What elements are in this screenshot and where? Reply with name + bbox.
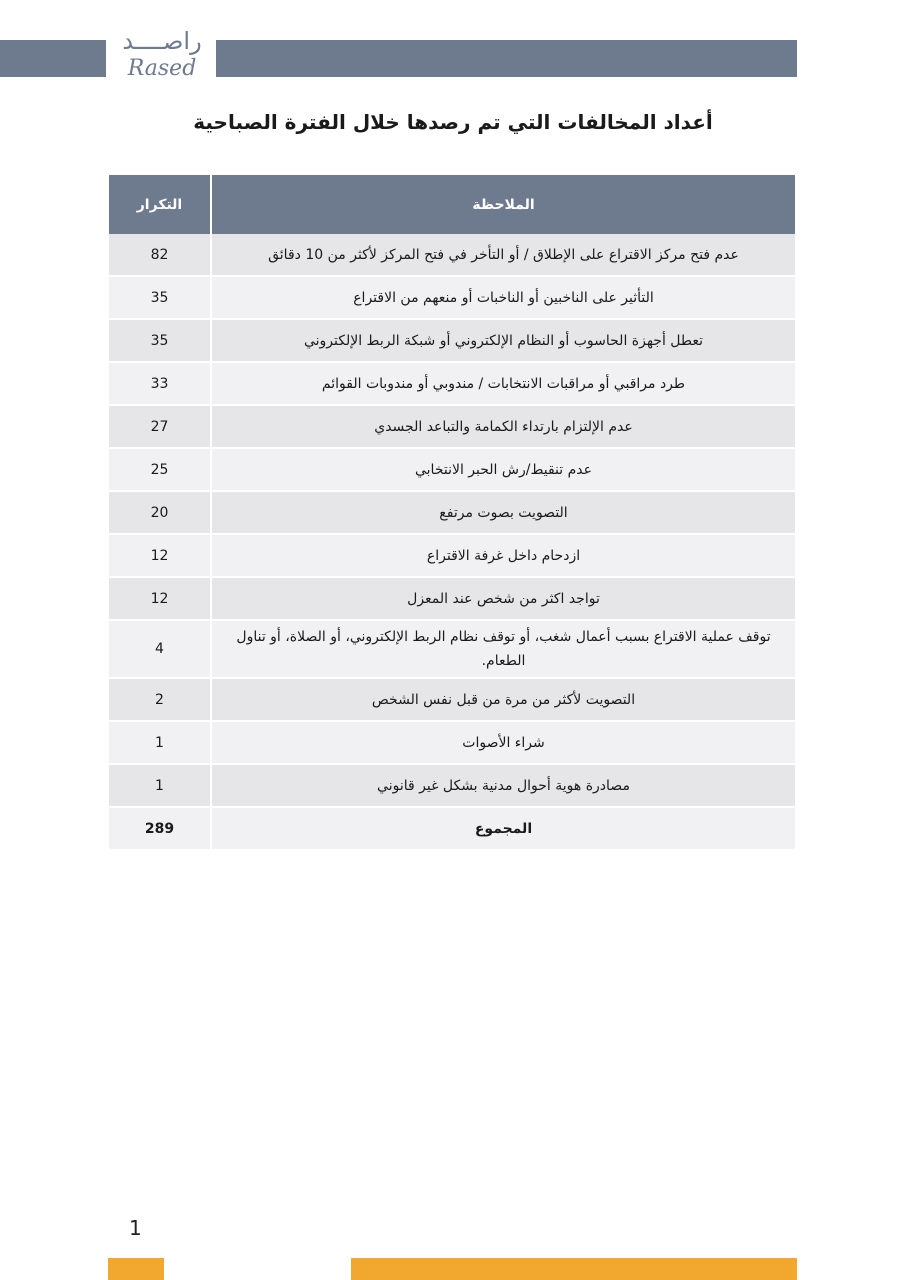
count-cell: 82 [109, 234, 211, 276]
note-cell: طرد مراقبي أو مراقبات الانتخابات / مندوبي أو مندوبات القوائم [211, 362, 795, 405]
rased-logo [112, 26, 212, 90]
logo-latin-text: Rased [127, 56, 197, 81]
total-count: 289 [109, 807, 211, 850]
total-row [109, 807, 795, 850]
logo-arabic-text: راصــــد [122, 27, 202, 55]
table-row [109, 620, 795, 678]
count-cell: 25 [109, 448, 211, 491]
header-bar-left [0, 40, 106, 77]
table-row [109, 448, 795, 491]
note-cell: شراء الأصوات [211, 721, 795, 764]
count-cell: 20 [109, 491, 211, 534]
table-header-row [109, 175, 795, 234]
table-row [109, 534, 795, 577]
table-row [109, 362, 795, 405]
violations-table [109, 175, 795, 851]
table-row [109, 577, 795, 620]
table-row [109, 276, 795, 319]
page-number: 1 [129, 1216, 142, 1240]
table-row [109, 678, 795, 721]
count-cell: 4 [109, 620, 211, 678]
note-cell: مصادرة هوية أحوال مدنية بشكل غير قانوني [211, 764, 795, 807]
footer-bar-left [108, 1258, 164, 1280]
count-cell: 12 [109, 577, 211, 620]
header-bar-right [216, 40, 797, 77]
table-row [109, 319, 795, 362]
count-cell: 35 [109, 319, 211, 362]
count-cell: 2 [109, 678, 211, 721]
note-cell: تواجد اكثر من شخص عند المعزل [211, 577, 795, 620]
table-row [109, 405, 795, 448]
page-title: أعداد المخالفات التي تم رصدها خلال الفترة الصباحية [193, 110, 713, 134]
note-cell: توقف عملية الاقتراع بسبب أعمال شغب، أو توقف نظام الربط الإلكتروني، أو الصلاة، أو تناول الطعام. [211, 620, 795, 678]
note-cell: التصويت لأكثر من مرة من قبل نفس الشخص [211, 678, 795, 721]
footer-bar-right [351, 1258, 797, 1280]
note-cell: التصويت بصوت مرتفع [211, 491, 795, 534]
count-cell: 1 [109, 764, 211, 807]
count-cell: 1 [109, 721, 211, 764]
note-cell: التأثير على الناخبين أو الناخبات أو منعهم من الاقتراع [211, 276, 795, 319]
note-cell: عدم الإلتزام بارتداء الكمامة والتباعد الجسدي [211, 405, 795, 448]
total-label: المجموع [211, 807, 795, 850]
table-row [109, 721, 795, 764]
note-cell: عدم فتح مركز الاقتراع على الإطلاق / أو التأخر في فتح المركز لأكثر من 10 دقائق [211, 234, 795, 276]
count-cell: 27 [109, 405, 211, 448]
table-row [109, 764, 795, 807]
table-row [109, 491, 795, 534]
count-cell: 33 [109, 362, 211, 405]
count-cell: 35 [109, 276, 211, 319]
header-note: الملاحظة [211, 175, 795, 234]
note-cell: تعطل أجهزة الحاسوب أو النظام الإلكتروني أو شبكة الربط الإلكتروني [211, 319, 795, 362]
note-cell: ازدحام داخل غرفة الاقتراع [211, 534, 795, 577]
table-row [109, 234, 795, 276]
note-cell: عدم تنقيط/رش الحبر الانتخابي [211, 448, 795, 491]
header-count: التكرار [109, 175, 211, 234]
count-cell: 12 [109, 534, 211, 577]
